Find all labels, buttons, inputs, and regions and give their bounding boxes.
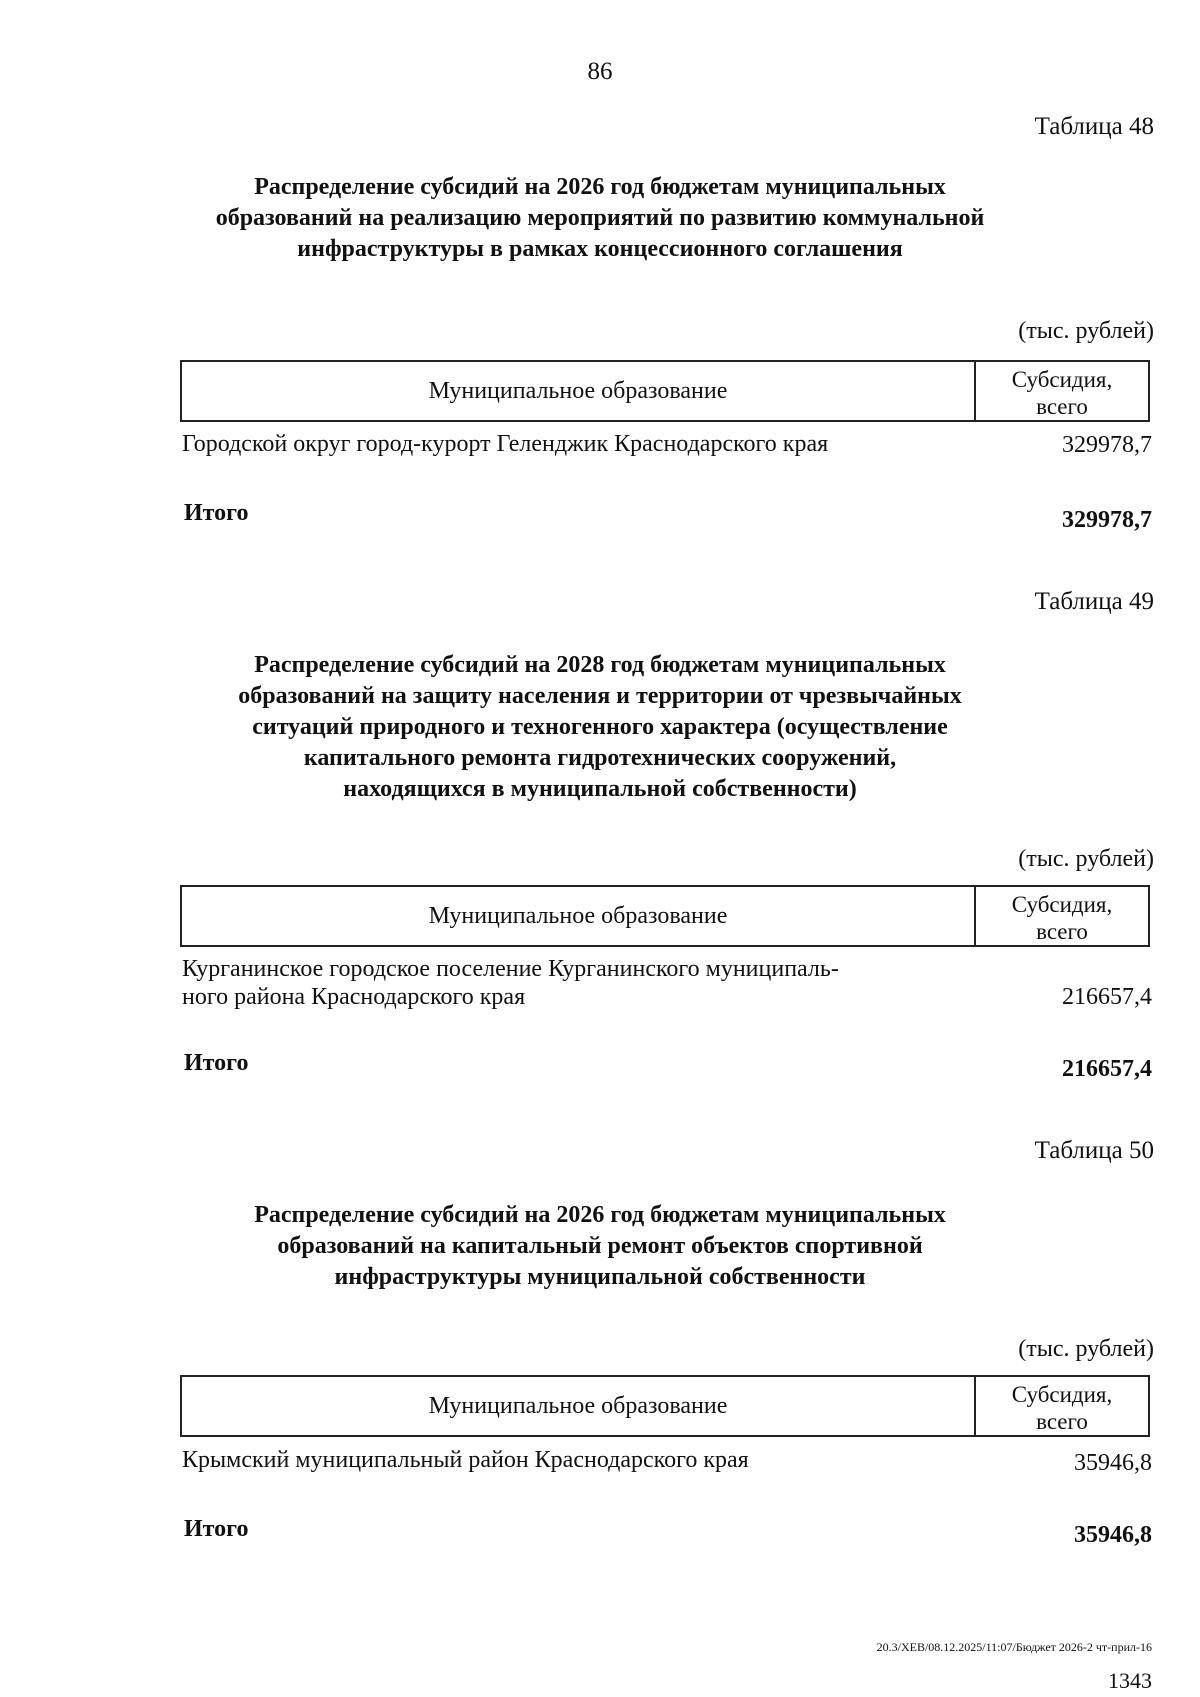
row-municipality-line: Курганинское городское поселение Курганинского муниципаль- — [182, 956, 839, 982]
table-title-line: капитального ремонта гидротехнических сооружений, — [303, 745, 897, 771]
table-header — [180, 885, 1150, 947]
header-subsidy-line: Субсидия, — [1011, 1382, 1113, 1407]
table-title-line: находящихся в муниципальной собственности) — [343, 776, 857, 802]
unit-label: (тыс. рублей) — [1018, 1336, 1154, 1362]
table-title-line: образований на реализацию мероприятий по развитию коммунальной — [215, 205, 985, 231]
header-municipality: Муниципальное образование — [182, 1377, 976, 1435]
header-subsidy-line: Субсидия, — [1011, 892, 1113, 917]
row-municipality — [182, 1446, 972, 1474]
unit-label: (тыс. рублей) — [1018, 846, 1154, 872]
header-subsidy — [976, 1377, 1148, 1435]
header-subsidy-line: всего — [1036, 919, 1088, 944]
table-title-line: Распределение субсидий на 2028 год бюджетам муниципальных — [254, 652, 946, 678]
row-subsidy-value: 35946,8 — [1074, 1450, 1152, 1476]
table-title-line: инфраструктуры в рамках концессионного соглашения — [297, 236, 903, 262]
table-label: Таблица 49 — [1034, 588, 1154, 615]
row-municipality-line: Городской округ город-курорт Геленджик Краснодарского края — [182, 431, 829, 457]
page-number: 86 — [587, 58, 613, 85]
header-subsidy-line: всего — [1036, 394, 1088, 419]
table-title-line: ситуаций природного и техногенного характера (осуществление — [252, 714, 948, 740]
row-municipality-line: Крымский муниципальный район Краснодарского края — [182, 1447, 749, 1473]
table-title-line: образований на защиту населения и территории от чрезвычайных — [238, 683, 962, 709]
footer-page-number: 1343 — [1108, 1668, 1152, 1693]
header-subsidy — [976, 362, 1148, 420]
total-value: 35946,8 — [1074, 1522, 1152, 1548]
table-title — [0, 1200, 1200, 1293]
table-title — [0, 172, 1200, 265]
total-value: 216657,4 — [1062, 1056, 1152, 1082]
total-label: Итого — [184, 1050, 249, 1076]
header-subsidy-line: всего — [1036, 1409, 1088, 1434]
total-value: 329978,7 — [1062, 507, 1152, 533]
row-subsidy-value: 216657,4 — [1062, 984, 1152, 1010]
row-municipality — [182, 955, 972, 1011]
table-title — [0, 650, 1200, 805]
table-title-line: Распределение субсидий на 2026 год бюджетам муниципальных — [254, 1202, 946, 1228]
row-subsidy-value: 329978,7 — [1062, 432, 1152, 458]
table-label: Таблица 50 — [1034, 1137, 1154, 1164]
row-municipality-line: ного района Краснодарского края — [182, 984, 526, 1010]
table-title-line: инфраструктуры муниципальной собственности — [334, 1264, 866, 1290]
document-stamp: 20.3/ХЕВ/08.12.2025/11:07/Бюджет 2026-2 чт-прил-16 — [876, 1640, 1152, 1654]
header-subsidy — [976, 887, 1148, 945]
unit-label: (тыс. рублей) — [1018, 318, 1154, 344]
total-label: Итого — [184, 500, 249, 526]
table-title-line: образований на капитальный ремонт объектов спортивной — [277, 1233, 923, 1259]
table-label: Таблица 48 — [1034, 113, 1154, 140]
table-title-line: Распределение субсидий на 2026 год бюджетам муниципальных — [254, 174, 946, 200]
header-municipality: Муниципальное образование — [182, 887, 976, 945]
header-subsidy-line: Субсидия, — [1011, 367, 1113, 392]
header-municipality: Муниципальное образование — [182, 362, 976, 420]
table-header — [180, 360, 1150, 422]
row-municipality — [182, 430, 972, 458]
total-label: Итого — [184, 1516, 249, 1542]
table-header — [180, 1375, 1150, 1437]
